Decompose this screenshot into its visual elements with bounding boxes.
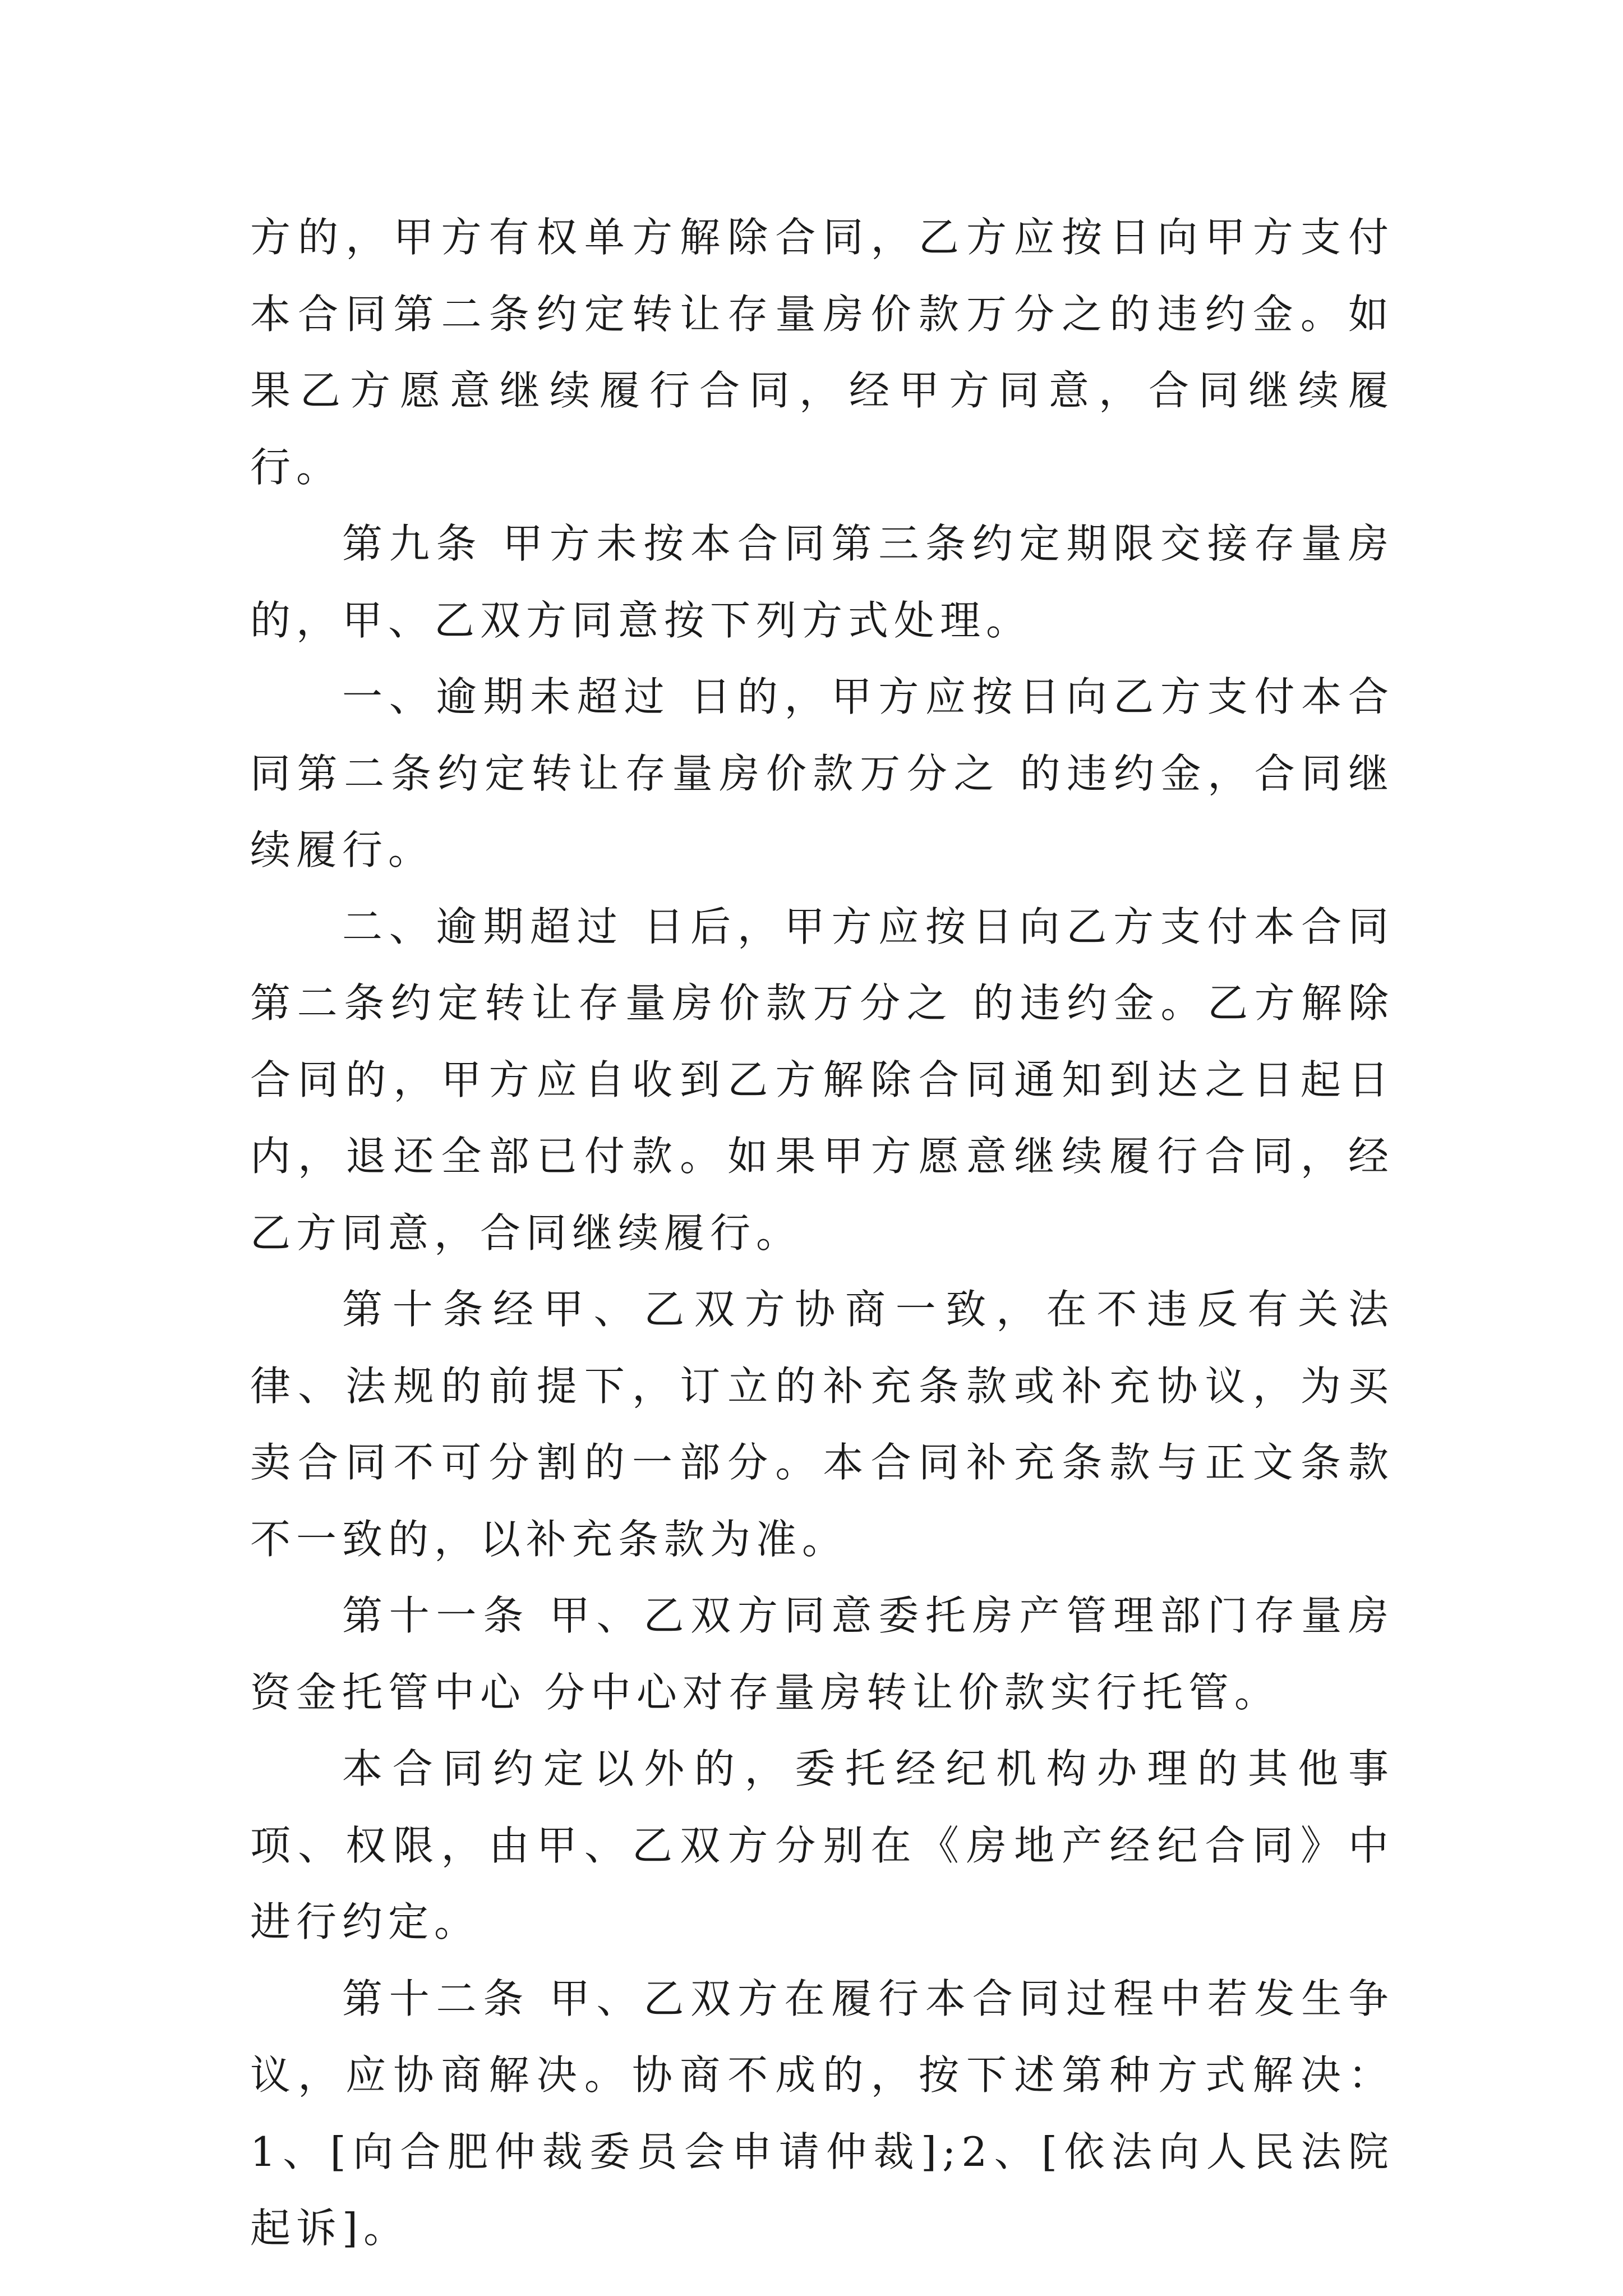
- paragraph-continuation: 方的，甲方有权单方解除合同，乙方应按日向甲方支付本合同第二条约定转让存量房价款万分之的违约金。如果乙方愿意继续履行合同，经甲方同意，合同继续履行。: [250, 214, 1394, 491]
- paragraph-article-12: 第十二条 甲、乙双方在履行本合同过程中若发生争议，应协商解决。协商不成的，按下述第种方式解决：1、[向合肥仲裁委员会申请仲裁];2、[依法向人民法院起诉]。: [250, 1975, 1394, 2252]
- paragraph-article-11: 第十一条 甲、乙双方同意委托房产管理部门存量房资金托管中心 分中心对存量房转让价款实行托管。: [250, 1592, 1394, 1716]
- paragraph-article-9-item-2: 二、逾期超过 日后，甲方应按日向乙方支付本合同第二条约定转让存量房价款万分之 的违约金。乙方解除合同的，甲方应自收到乙方解除合同通知到达之日起日内，退还全部已付款。如果甲方愿意继续履行合同，经乙方同意，合同继续履行。: [250, 903, 1394, 1257]
- paragraph-article-10: 第十条经甲、乙双方协商一致，在不违反有关法律、法规的前提下，订立的补充条款或补充协议，为买卖合同不可分割的一部分。本合同补充条款与正文条款不一致的，以补充条款为准。: [250, 1286, 1394, 1563]
- paragraph-other-matters: 本合同约定以外的，委托经纪机构办理的其他事项、权限，由甲、乙双方分别在《房地产经纪合同》中进行约定。: [250, 1745, 1394, 1945]
- paragraph-article-9-item-1: 一、逾期未超过 日的，甲方应按日向乙方支付本合同第二条约定转让存量房价款万分之 的违约金，合同继续履行。: [250, 673, 1394, 873]
- document-body: [250, 199, 1394, 2267]
- paragraph-article-9: 第九条 甲方未按本合同第三条约定期限交接存量房的，甲、乙双方同意按下列方式处理。: [250, 520, 1394, 644]
